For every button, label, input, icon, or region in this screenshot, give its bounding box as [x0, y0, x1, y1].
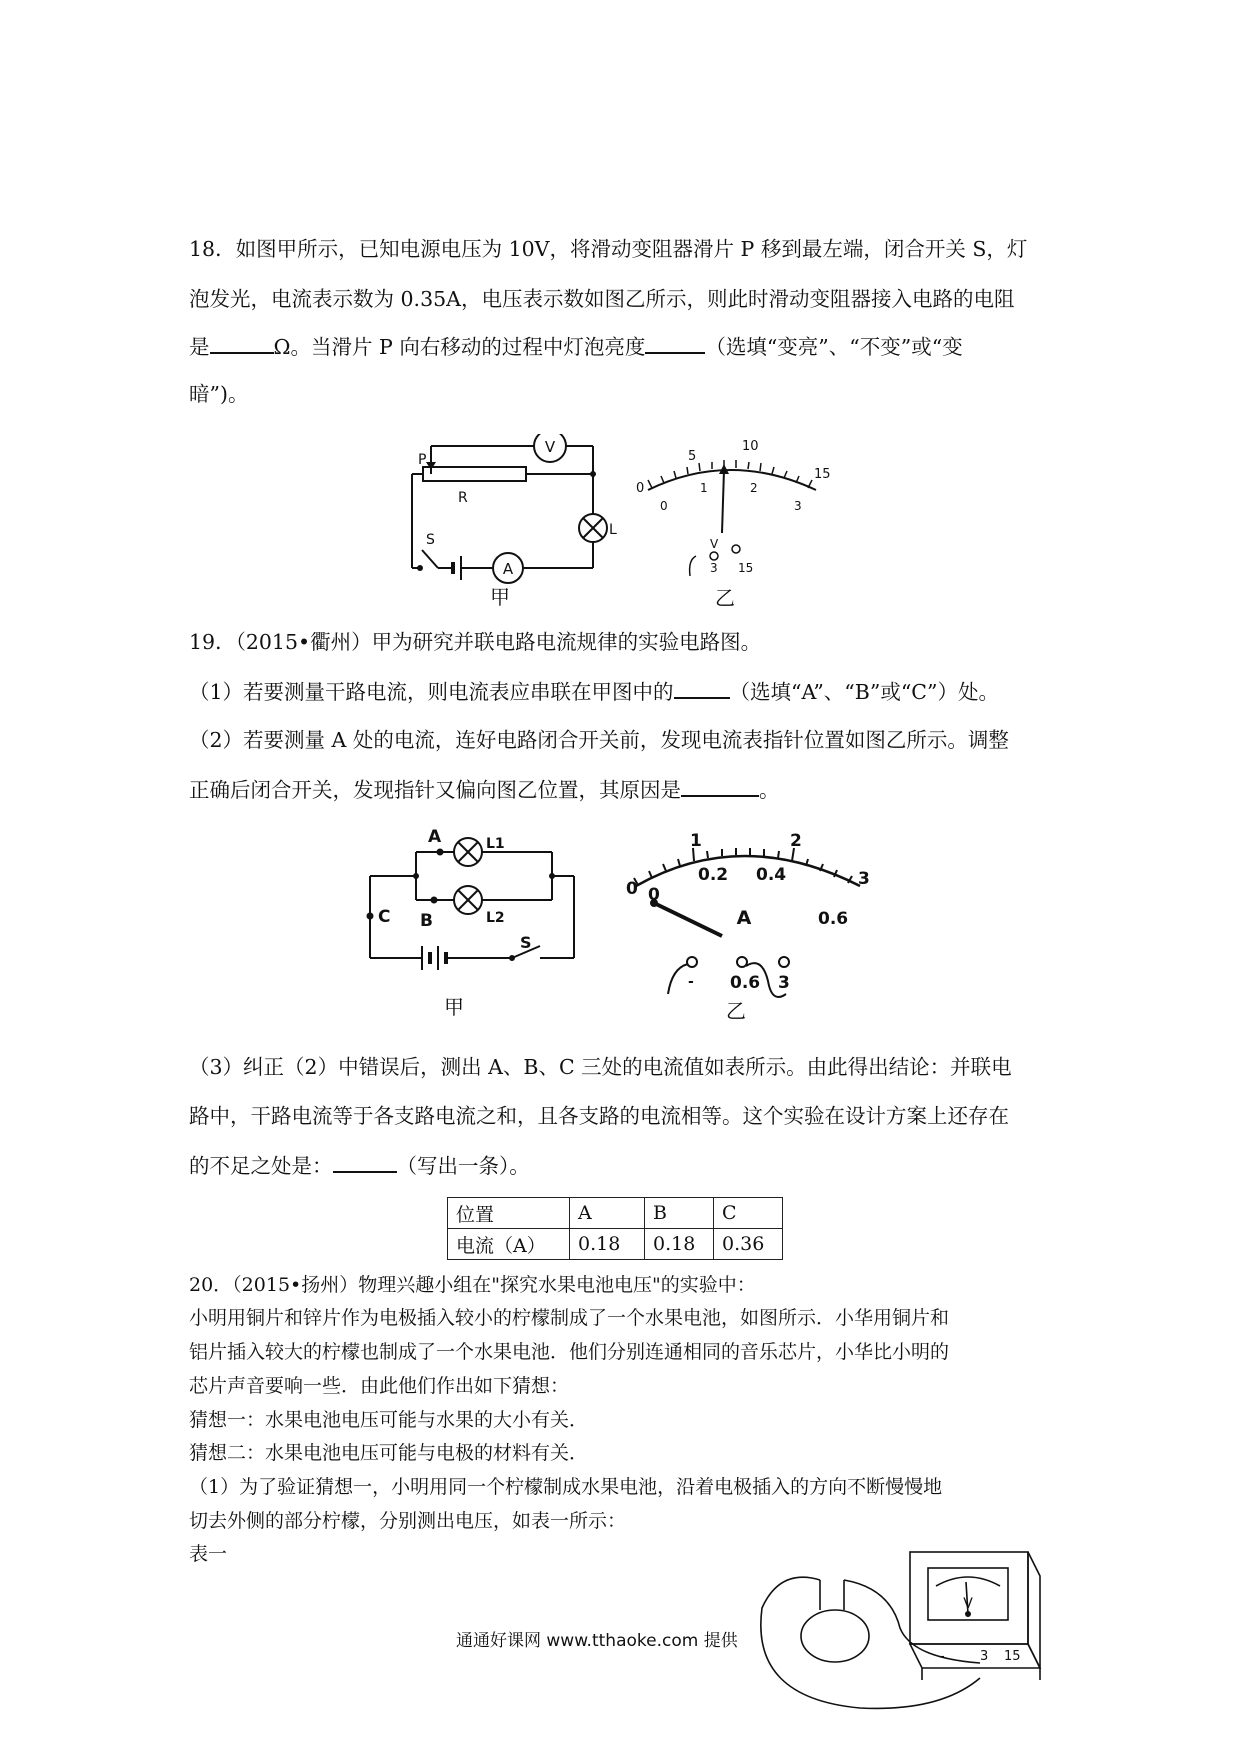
terminal-neg	[710, 552, 718, 560]
lemon-battery-figure	[740, 1528, 1050, 1724]
figure-label-yi-19: 乙	[726, 999, 746, 1023]
answer-blank-deficiency[interactable]	[333, 1153, 397, 1173]
table-cell: A	[570, 1198, 645, 1229]
terminal-label-3: 3	[710, 561, 718, 575]
q19-part1-text-a: （1）若要测量干路电流，则电流表应串联在甲图中的	[189, 680, 674, 704]
voltmeter-dial-q18-yi	[630, 428, 850, 608]
q19-part1	[189, 679, 999, 704]
q20-line7: （1）为了验证猜想一，小明用同一个柠檬制成水果电池，沿着电极插入的方向不断慢慢地	[189, 1476, 943, 1498]
switch-label-s: S	[520, 933, 532, 952]
q20-line9: 表一	[189, 1543, 228, 1565]
table-row	[448, 1198, 783, 1229]
terminal-label-3-19: 3	[778, 973, 790, 993]
terminal-3-19	[779, 957, 789, 967]
dial-top-5: 5	[688, 449, 697, 464]
fig20-terminal-neg: -	[940, 1649, 945, 1664]
lamp-label-l2: L2	[486, 910, 505, 926]
dial-bottom-0.2: 0.2	[698, 865, 729, 885]
terminal-0.6	[737, 957, 747, 967]
current-table	[447, 1197, 783, 1260]
q18-line4: 暗”)。	[189, 382, 249, 406]
voltmeter-label-v: V	[544, 438, 556, 456]
q19-part3b: 路中，干路电流等于各支路电流之和，且各支路的电流相等。这个实验在设计方案上还存在	[189, 1104, 1009, 1128]
dial-bottom-0: 0	[660, 499, 668, 513]
table-cell: 电流（A）	[448, 1229, 570, 1260]
page-footer: 通通好课网 www.tthaoke.com 提供	[456, 1631, 738, 1651]
q19-part3-text-d: （写出一条）。	[396, 1154, 530, 1178]
q18-text-b: Ω。当滑片 P 向右移动的过程中灯泡亮度	[273, 335, 646, 359]
q20-line5: 猜想一：水果电池电压可能与水果的大小有关．	[189, 1409, 589, 1431]
q18-line2: 泡发光，电流表示数为 0.35A，电压表示数如图乙所示，则此时滑动变阻器接入电路的电阻	[189, 287, 1015, 311]
circuit-diagram-q19-jia	[362, 822, 592, 1022]
ammeter-label-a: A	[502, 560, 514, 578]
q20-line4: 芯片声音要响一些．由此他们作出如下猜想：	[189, 1375, 570, 1397]
dial-top-0-19: 0	[626, 879, 638, 899]
terminal-label-0.6: 0.6	[730, 973, 761, 993]
table-cell: C	[714, 1198, 783, 1229]
rheostat-label-r: R	[458, 490, 468, 506]
figure-label-jia: 甲	[490, 585, 510, 609]
terminal-label-15: 15	[738, 561, 754, 575]
q19-part3-text-c: 的不足之处是：	[189, 1154, 333, 1178]
dial-top-1-19: 1	[690, 831, 702, 851]
answer-blank-position[interactable]	[674, 679, 730, 699]
q19-part2b	[189, 777, 780, 802]
q20-line3: 铝片插入较大的柠檬也制成了一个水果电池．他们分别连通相同的音乐芯片，小华比小明的	[189, 1341, 950, 1363]
q19-part3c	[189, 1153, 530, 1178]
q20-line6: 猜想二：水果电池电压可能与电极的材料有关．	[189, 1442, 589, 1464]
q18-text-a: 是	[189, 335, 210, 359]
q19-part1-text-b: （选填“A”、“B”或“C”）处。	[729, 680, 999, 704]
lamp-label-l1: L1	[486, 836, 505, 852]
dial-bottom-0.6: 0.6	[818, 909, 849, 929]
q19-line1: 19．（2015•衢州）甲为研究并联电路电流规律的实验电路图。	[189, 630, 762, 654]
node-label-b: B	[420, 911, 433, 931]
node-label-c: C	[378, 907, 391, 927]
table-cell: 位置	[448, 1198, 570, 1229]
q18-line1: 18．如图甲所示，已知电源电压为 10V，将滑动变阻器滑片 P 移到最左端，闭合开关 S，灯	[189, 237, 1028, 261]
q19-part2-text-b: 正确后闭合开关，发现指针又偏向图乙位置，其原因是	[189, 778, 681, 802]
table-row	[448, 1229, 783, 1260]
dial-bottom-0.4: 0.4	[756, 865, 787, 885]
fig20-terminal-3: 3	[980, 1649, 989, 1664]
q20-line2: 小明用铜片和锌片作为电极插入较小的柠檬制成了一个水果电池，如图所示．小华用铜片和	[189, 1307, 950, 1329]
dial-top-3-19: 3	[858, 869, 870, 889]
figure-label-jia-19: 甲	[444, 995, 464, 1019]
q19-part2-text-c: 。	[759, 778, 780, 802]
q20-line8: 切去外侧的部分柠檬，分别测出电压，如表一所示：	[189, 1510, 627, 1532]
slider-label-p: P	[418, 452, 427, 468]
ammeter-dial-q19-yi	[622, 816, 882, 1026]
fig20-terminal-15: 15	[1004, 1649, 1021, 1664]
answer-blank-reason[interactable]	[681, 777, 759, 797]
table-cell: 0.18	[570, 1229, 645, 1260]
dial-top-0: 0	[636, 481, 645, 496]
q19-part3a: （3）纠正（2）中错误后，测出 A、B、C 三处的电流值如表所示。由此得出结论：并联电	[189, 1055, 1012, 1079]
terminal-neg-19	[687, 957, 697, 967]
dial-bottom-2: 2	[750, 481, 758, 495]
lamp-label-l: L	[609, 522, 617, 538]
switch-label-s: S	[426, 532, 435, 548]
q18-line3	[189, 334, 963, 359]
table-cell: 0.18	[645, 1229, 714, 1260]
dial-top-2-19: 2	[790, 831, 802, 851]
terminal-label-v: V	[710, 537, 719, 551]
fig20-meter-unit-v: V	[963, 1596, 973, 1612]
q19-part2a: （2）若要测量 A 处的电流，连好电路闭合开关前，发现电流表指针位置如图乙所示。调整	[189, 728, 1009, 752]
dial-top-15: 15	[814, 467, 831, 482]
dial-bottom-0-19: 0	[648, 885, 660, 905]
dial-bottom-3: 3	[794, 499, 802, 513]
terminal-label-neg: -	[688, 974, 694, 990]
table-cell: 0.36	[714, 1229, 783, 1260]
q20-line1: 20．（2015•扬州）物理兴趣小组在"探究水果电池电压"的实验中：	[189, 1274, 756, 1296]
dial-top-10: 10	[742, 439, 759, 454]
ammeter-unit-a: A	[736, 907, 752, 929]
dial-bottom-1: 1	[700, 481, 708, 495]
node-label-a: A	[428, 827, 442, 847]
table-cell: B	[645, 1198, 714, 1229]
q18-text-c: （选填“变亮”、“不变”或“变	[705, 335, 963, 359]
terminal-3	[732, 545, 740, 553]
answer-blank-resistance[interactable]	[210, 334, 274, 354]
circuit-diagram-q18-jia	[398, 434, 638, 609]
answer-blank-brightness[interactable]	[645, 334, 705, 354]
figure-label-yi: 乙	[715, 586, 735, 608]
